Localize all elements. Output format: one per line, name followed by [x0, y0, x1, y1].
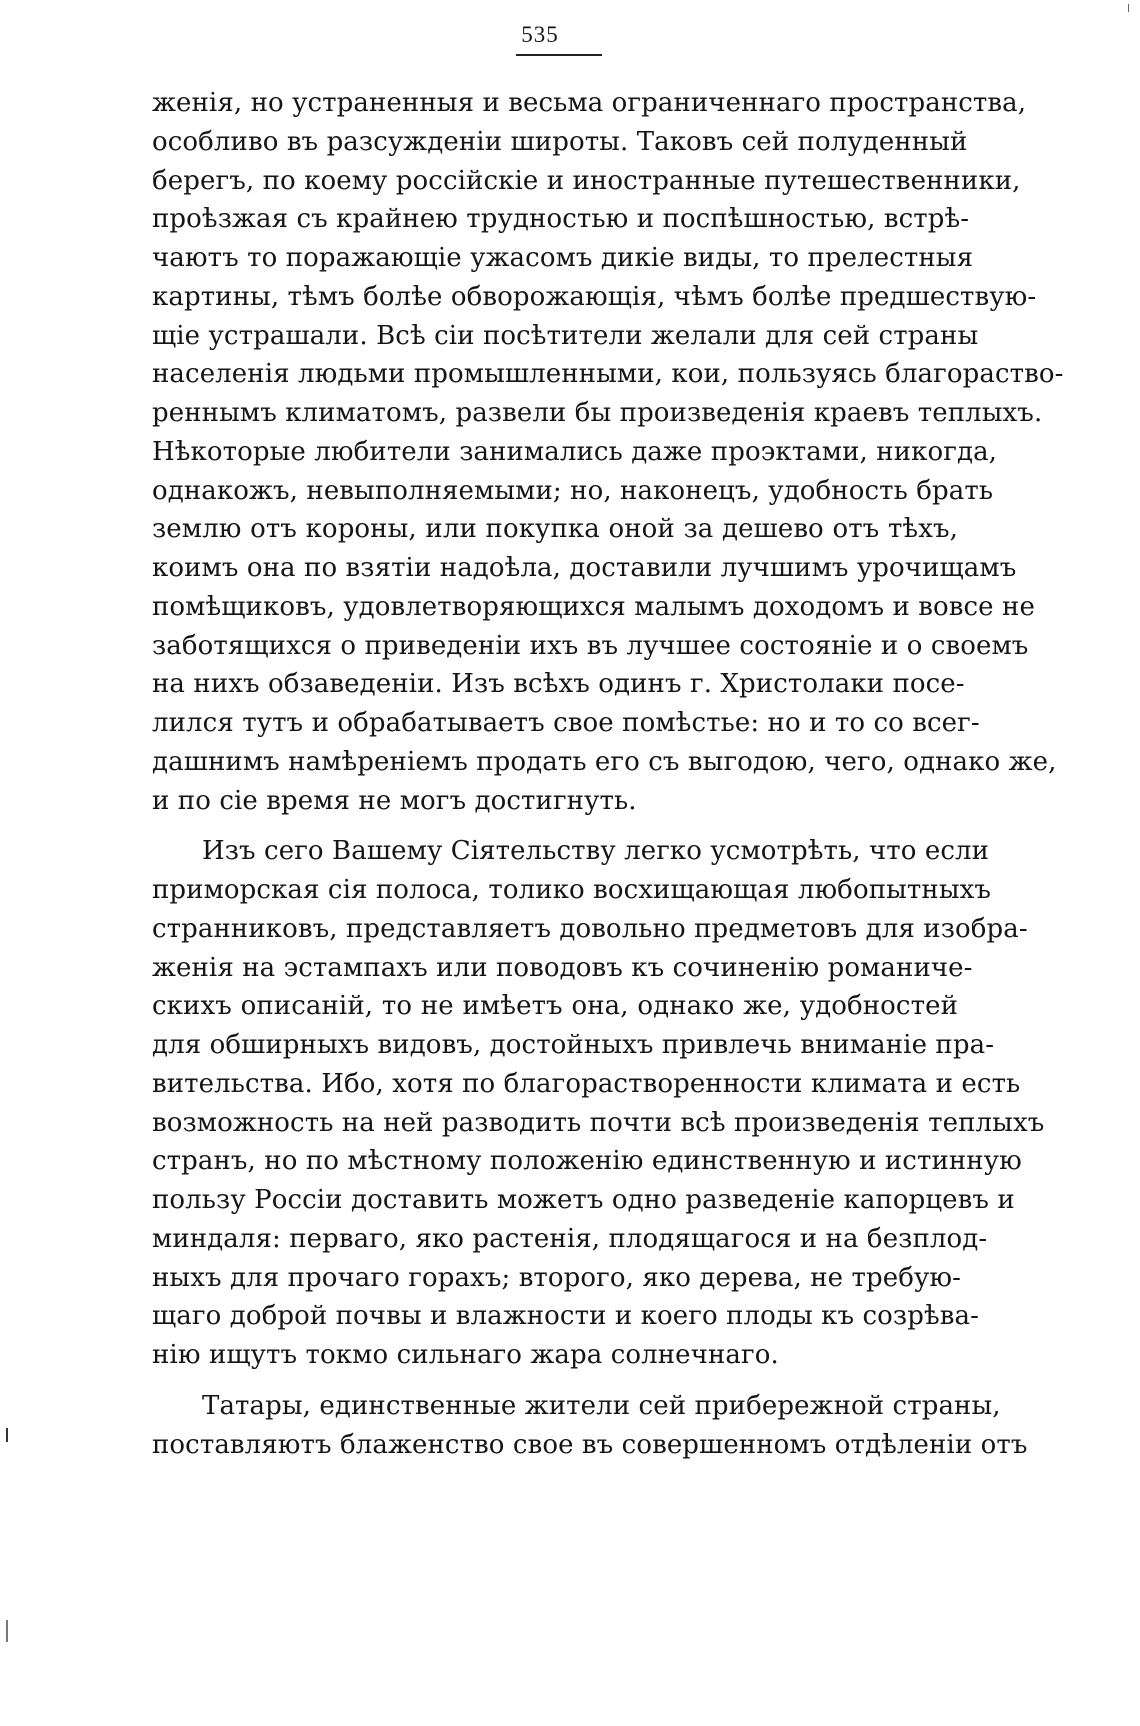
text-line: Нѣкоторые любители занимались даже проэктами, никогда,: [152, 436, 998, 467]
text-line: женія на эстампахъ или поводовъ къ сочиненію романиче-: [152, 952, 973, 983]
text-line: Изъ сего Вашему Сіятельству легко усмотрѣть, что если: [202, 836, 990, 867]
margin-scan-mark: [6, 1620, 8, 1642]
text-line: чаютъ то поражающіе ужасомъ дикіе виды, то прелестныя: [152, 243, 974, 273]
body-text: [152, 84, 1064, 1464]
text-line: поставляютъ блаженство свое въ совершенномъ отдѣленіи отъ: [152, 1429, 1028, 1460]
text-line: миндаля: перваго, яко растенія, плодящагося и на безплод-: [152, 1223, 988, 1254]
text-line: реннымъ климатомъ, развели бы произведенія краевъ теплыхъ.: [152, 398, 1043, 428]
text-line: коимъ она по взятіи надоѣла, доставили лучшимъ урочищамъ: [152, 553, 1017, 583]
text-line: странниковъ, представляетъ довольно предметовъ для изобра-: [152, 913, 1028, 944]
page-number-rule: [516, 54, 602, 56]
margin-scan-mark: [6, 1428, 8, 1442]
text-line: щіе устрашали. Всѣ сіи посѣтители желали для сей страны: [152, 320, 979, 351]
margin-scan-mark: [1128, 4, 1129, 12]
text-line: нію ищутъ токмо сильнаго жара солнечнаго.: [152, 1340, 779, 1370]
text-line: и по сіе время не могъ достигнуть.: [152, 785, 637, 816]
text-line: щаго доброй почвы и влажности и коего плоды къ созрѣва-: [152, 1301, 979, 1332]
text-line: проѣзжая съ крайнею трудностью и поспѣшностью, встрѣ-: [152, 204, 970, 235]
text-line: пользу Россіи доставить можетъ одно разведеніе капорцевъ и: [152, 1185, 1015, 1215]
page-number: 535: [521, 22, 559, 47]
text-line: землю отъ короны, или покупка оной за дешево отъ тѣхъ,: [152, 514, 958, 545]
text-line: на нихъ обзаведеніи. Изъ всѣхъ одинъ г. Христолаки посе-: [152, 669, 965, 700]
text-line: ныхъ для прочаго горахъ; второго, яко дерева, не требую-: [152, 1262, 961, 1293]
paragraph-2: [152, 832, 1045, 1375]
text-line: женія, но устраненныя и весьма ограниченнаго пространства,: [152, 88, 1027, 118]
text-line: особливо въ разсужденіи широты. Таковъ сей полуденный: [152, 126, 968, 157]
text-line: приморская сія полоса, толико восхищающая любопытныхъ: [152, 875, 992, 905]
paragraph-1: [152, 84, 1064, 820]
text-line: картины, тѣмъ болѣе обворожающія, чѣмъ болѣе предшествую-: [152, 281, 1037, 312]
text-line: лился тутъ и обрабатываетъ свое помѣстье: но и то со всег-: [152, 708, 980, 738]
text-line: помѣщиковъ, удовлетворяющихся малымъ доходомъ и вовсе не: [152, 591, 1035, 622]
text-line: возможность на ней разводить почти всѣ произведенія теплыхъ: [152, 1107, 1045, 1138]
text-line: населенія людьми промышленными, кои, пользуясь благораство-: [152, 359, 1064, 390]
text-line: однакожъ, невыполняемыми; но, наконецъ, удобность брать: [152, 475, 994, 506]
text-line: Татары, единственные жители сей прибережной страны,: [202, 1390, 1001, 1421]
text-line: заботящихся о приведеніи ихъ въ лучшее состояніе и о своемъ: [152, 630, 1029, 661]
text-line: берегъ, по коему россійскіе и иностранные путешественники,: [152, 165, 1021, 196]
text-line: вительства. Ибо, хотя по благорастворенности климата и есть: [152, 1068, 1021, 1099]
text-line: для обширныхъ видовъ, достойныхъ привлечь вниманіе пра-: [152, 1030, 995, 1060]
text-line: дашнимъ намѣреніемъ продать его съ выгодою, чего, однако же,: [152, 746, 1057, 777]
paragraph-3: [152, 1387, 1028, 1465]
text-line: скихъ описаній, то не имѣетъ она, однако же, удобностей: [152, 991, 958, 1022]
text-line: странъ, но по мѣстному положенію единственную и истинную: [152, 1146, 1022, 1177]
